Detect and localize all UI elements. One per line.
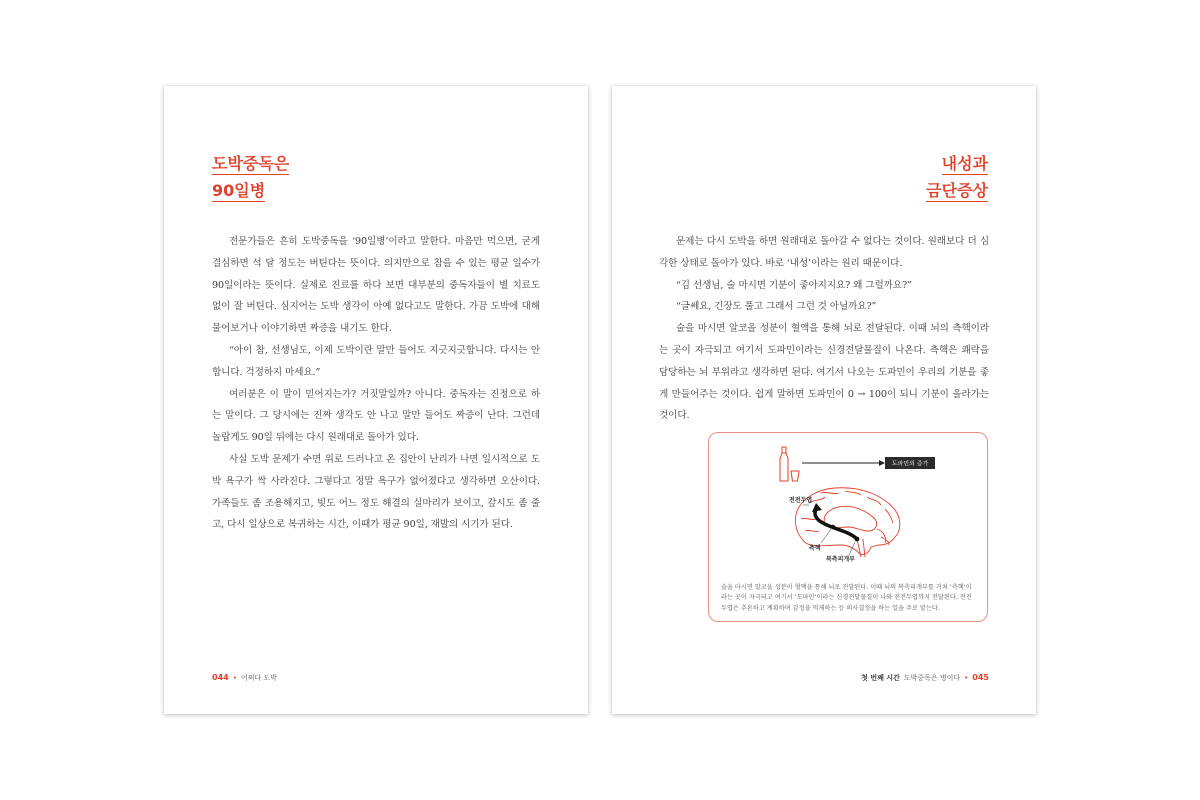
- paragraph: 술을 마시면 알코올 성분이 혈액을 통해 뇌로 전달된다. 이때 뇌의 측핵이라는 곳이 자극되고 여기서 도파민이라는 신경전달물질이 나온다. 측핵은 쾌락을 담당하는 뇌 부위라고 생각하면 된다. 여기서 나오는 도파민이 우리의 기분을 좋게 만들어주는 것이다. 쉽게 말하면 도파민이 0 → 100이 되니 기분이 올라가는 것이다.: [659, 323, 989, 422]
- section-title: [926, 153, 988, 207]
- chapter-title: 도박중독은 병이다: [903, 674, 961, 682]
- paragraph: “아이 참, 선생님도, 이제 도박이란 말만 들어도 지긋지긋합니다. 다시는 안 합니다. 걱정하지 마세요.”: [212, 344, 540, 378]
- leader-line: [821, 529, 831, 543]
- label-nucleus-accumbens: 측핵: [809, 545, 821, 552]
- chapter-label: 첫 번째 시간: [861, 674, 900, 682]
- dopamine-pathway: [812, 503, 859, 541]
- paragraph: “글쎄요, 긴장도 풀고 그래서 그런 것 아닐까요?”: [676, 301, 877, 313]
- page-number: 044: [212, 673, 229, 682]
- section-title-line-2: 금단증상: [926, 181, 988, 200]
- bottle-icon: [780, 447, 788, 481]
- body-text: [212, 231, 540, 536]
- section-title-line-2: 90일병: [212, 181, 266, 200]
- glass-icon: [791, 471, 799, 481]
- body-text: [659, 231, 989, 427]
- section-title: [212, 153, 289, 207]
- book-title: 어쩌다 도박: [240, 674, 277, 682]
- figure-caption: 술을 마시면 알코올 성분이 혈액을 통해 뇌로 전달된다. 이때 뇌의 복측피개부를 거쳐 ‘측핵’이라는 곳이 자극되고 여기서 ‘도파민’이라는 신경전달물질이 나와 전전두엽까지 전달된다. 전전두엽은 추론하고 계획하며 감정을 억제하는 등 의사결정을 하는 일을 주로 맡는다.: [721, 584, 972, 612]
- paragraph: 여러분은 이 말이 믿어지는가? 거짓말일까? 아니다. 중독자는 진정으로 하는 말이다. 그 당시에는 진짜 생각도 안 나고 말만 들어도 짜증이 난다. 그런데 놀랍게도 90일 뒤에는 다시 원래대로 돌아가 있다.: [212, 388, 540, 444]
- brain-diagram-figure: [708, 432, 988, 622]
- paragraph: 문제는 다시 도박을 하면 원래대로 돌아갈 수 없다는 것이다. 원래보다 더 심각한 상태로 돌아가 있다. 바로 ‘내성’이라는 원리 때문이다.: [659, 236, 989, 269]
- page-footer: [212, 673, 277, 683]
- footer-bullet: •: [232, 674, 237, 682]
- page-number: 045: [972, 673, 989, 682]
- paragraph: “김 선생님, 술 마시면 기분이 좋아지지요? 왜 그럴까요?”: [676, 279, 912, 291]
- footer-bullet: •: [964, 674, 969, 682]
- section-title-line-1: 도박중독은: [212, 154, 290, 173]
- arrow-icon: [802, 460, 885, 466]
- right-page: [612, 86, 1036, 714]
- paragraph: 전문가들은 흔히 도박중독을 ‘90일병’이라고 말한다. 마음만 먹으면, 굳게 결심하면 석 달 정도는 버틴다는 뜻이다. 의지만으로 참을 수 있는 평균 일수가 90일이라는 뜻이다. 실제로 진료를 하다 보면 대부분의 중독자들이 별 치료도 없이 잘 버틴다. 심지어는 도박 생각이 아예 없다고도 말한다. 가끔 도박에 대해 물어보거나 이야기하면 짜증을 내기도 한다.: [212, 236, 540, 335]
- dopamine-label: 도파민의 증가: [891, 460, 929, 468]
- page-footer: [861, 673, 989, 683]
- paragraph: 사실 도박 문제가 수면 위로 드러나고 온 집안이 난리가 나면 일시적으로 도박 욕구가 싹 사라진다. 그렇다고 정말 욕구가 없어졌다고 생각하면 오산이다. 가족들도 좀 조용해지고, 빚도 어느 정도 해결의 실마리가 보이고, 갚시도 좀 줄고, 다시 일상으로 복귀하는 시간, 이때가 평균 90일, 재발의 시기가 된다.: [212, 453, 540, 531]
- label-vta: 복측피개부: [826, 556, 855, 563]
- brain-diagram: [709, 433, 987, 573]
- label-prefrontal: 전전두엽: [789, 497, 813, 504]
- left-page: [164, 86, 588, 714]
- section-title-line-1: 내성과: [941, 154, 988, 173]
